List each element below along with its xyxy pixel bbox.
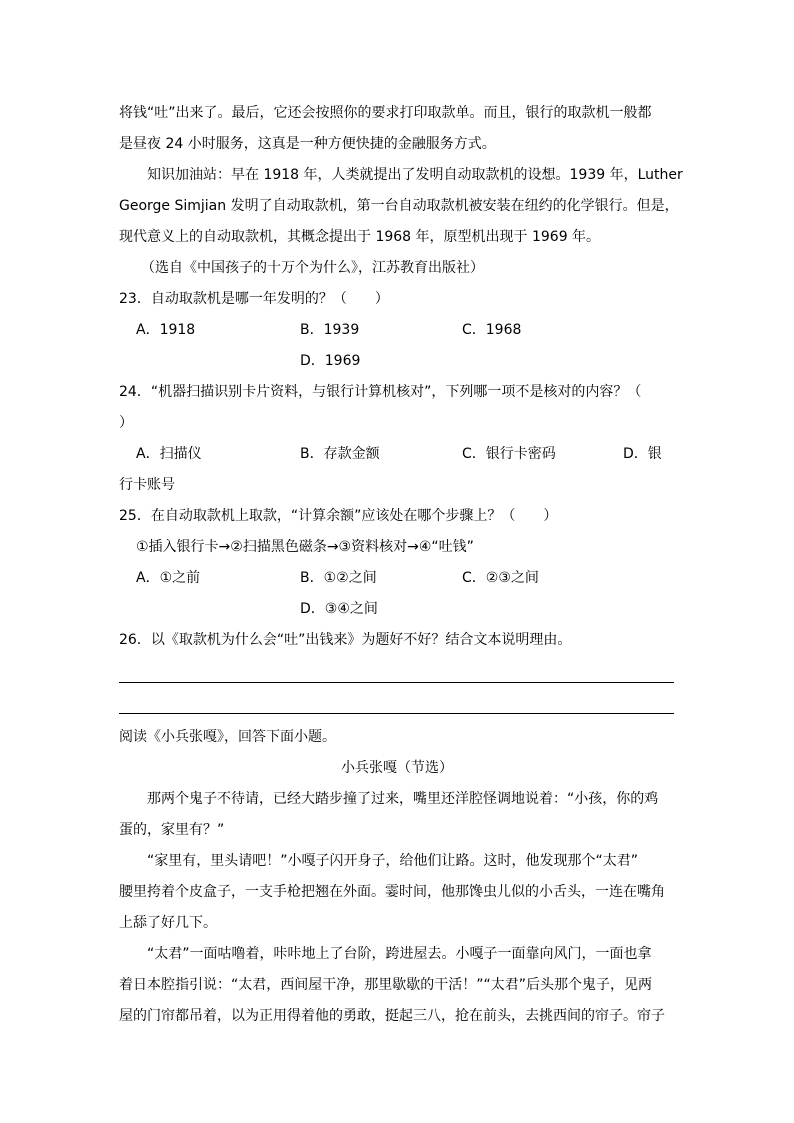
- option-c[interactable]: C．银行卡密码: [462, 446, 556, 462]
- document-page: [119, 98, 683, 656]
- question-24-stem: 24．“机器扫描识别卡片资料，与银行计算机核对”，下列哪一项不是核对的内容？（: [119, 384, 642, 400]
- paragraph-line: 腰里挎着个皮盒子，一支手枪把翘在外面。霎时间，他那馋虫儿似的小舌头，一连在嘴角: [119, 884, 665, 900]
- question-23-options-row2: [119, 346, 675, 377]
- knowledge-line: 知识加油站：早在 1918 年，人类就提出了发明自动取款机的设想。1939 年，Luther: [147, 167, 683, 183]
- option-d[interactable]: D．银: [623, 446, 662, 462]
- source-citation: （选自《中国孩子的十万个为什么》，江苏教育出版社）: [141, 260, 484, 276]
- answer-line-2[interactable]: [119, 713, 674, 714]
- option-b[interactable]: B．存款金额: [300, 446, 380, 462]
- passage-title: 小兵张嘎（节选）: [341, 760, 453, 776]
- reading-intro: 阅读《小兵张嘎》，回答下面小题。: [119, 729, 336, 745]
- question-23-options: [119, 315, 675, 346]
- paragraph-line: 屋的门帘都吊着，以为正用得着他的勇敢，挺起三八，抢在前头，去挑西间的帘子。帘子: [119, 1008, 665, 1024]
- question-25-options: [119, 563, 675, 594]
- paragraph-line: 着日本腔指引说：“太君，西间屋干净，那里歇歇的干活！”“太君”后头那个鬼子，见两: [119, 977, 653, 993]
- passage1-line: 将钱“吐”出来了。最后，它还会按照你的要求打印取款单。而且，银行的取款机一般都: [119, 105, 652, 121]
- paragraph-line: “家里有，里头请吧！”小嘎子闪开身子，给他们让路。这时，他发现那个“太君”: [147, 853, 639, 869]
- option-c[interactable]: C．②③之间: [462, 570, 539, 586]
- option-d[interactable]: D．1969: [300, 353, 361, 369]
- question-25-options-row2: [119, 594, 675, 625]
- option-d[interactable]: D．③④之间: [300, 601, 378, 617]
- paragraph-line: 蛋的，家里有？”: [119, 822, 225, 838]
- knowledge-line: 现代意义上的自动取款机，其概念提出于 1968 年，原型机出现于 1969 年。: [119, 229, 601, 245]
- paragraph-line: 那两个鬼子不待请，已经大踏步撞了过来，嘴里还洋腔怪调地说着：“小孩，你的鸡: [147, 791, 659, 807]
- answer-line-1[interactable]: [119, 682, 674, 683]
- option-a[interactable]: A．①之前: [136, 570, 201, 586]
- question-25-steps: ①插入银行卡→②扫描黑色磁条→③资料核对→④“吐钱”: [136, 539, 474, 555]
- question-24-stem-wrap: ）: [119, 415, 133, 431]
- question-26-stem: 26．以《取款机为什么会“吐”出钱来》为题好不好？结合文本说明理由。: [119, 632, 572, 648]
- question-24-options: [119, 439, 675, 470]
- option-a[interactable]: A．扫描仪: [136, 446, 202, 462]
- option-c[interactable]: C．1968: [462, 322, 522, 338]
- paragraph-line: “太君”一面咕噜着，咔咔地上了台阶，跨进屋去。小嘎子一面靠向风门，一面也拿: [147, 946, 652, 962]
- question-23-stem: 23．自动取款机是哪一年发明的？（ ）: [119, 291, 389, 307]
- option-b[interactable]: B．①②之间: [300, 570, 377, 586]
- passage2: [119, 722, 675, 1032]
- passage1-line: 是昼夜 24 小时服务，这真是一种方便快捷的金融服务方式。: [119, 136, 496, 152]
- knowledge-line: George Simjian 发明了自动取款机，第一台自动取款机被安装在纽约的化学银行。但是，: [119, 198, 679, 214]
- question-25-stem: 25．在自动取款机上取款，“计算余额”应该处在哪个步骤上？（ ）: [119, 508, 558, 524]
- option-a[interactable]: A．1918: [136, 322, 196, 338]
- option-d-wrap: 行卡账号: [119, 477, 175, 493]
- option-b[interactable]: B．1939: [300, 322, 360, 338]
- paragraph-line: 上舔了好几下。: [119, 915, 217, 931]
